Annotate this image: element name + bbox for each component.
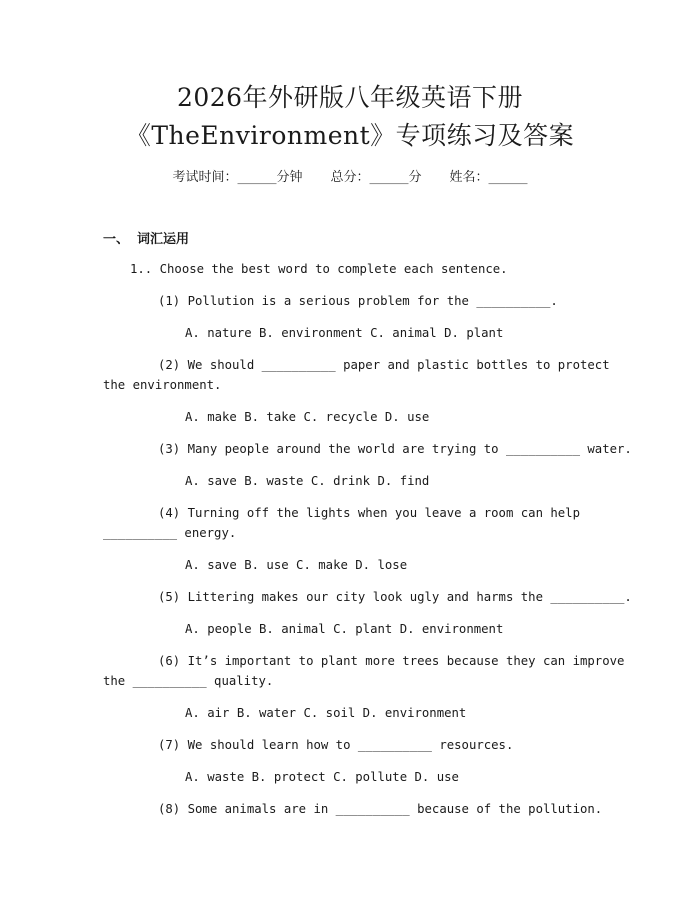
section-heading: [103, 230, 189, 250]
question-options: A. air B. water C. soil D. environment: [185, 706, 467, 720]
document-title-line-2: 《TheEnvironment》专项练习及答案: [125, 121, 575, 150]
question-options: A. make B. take C. recycle D. use: [185, 410, 430, 424]
document-title-line-1: 2026年外研版八年级英语下册: [176, 83, 524, 112]
question-options: A. save B. waste C. drink D. find: [185, 474, 430, 488]
question-stem-continuation: the __________ quality.: [103, 674, 274, 688]
question-options: A. nature B. environment C. animal D. plant: [185, 326, 504, 340]
question-stem-continuation: __________ energy.: [103, 526, 237, 540]
question-stem: (4) Turning off the lights when you leave a room can help: [158, 506, 580, 520]
question-stem: (5) Littering makes our city look ugly and harms the __________.: [158, 590, 632, 604]
question-options: A. people B. animal C. plant D. environment: [185, 622, 504, 636]
instruction-text: 1.. Choose the best word to complete each sentence.: [130, 262, 508, 276]
question-stem: (7) We should learn how to __________ resources.: [158, 738, 514, 752]
question-stem: (1) Pollution is a serious problem for the __________.: [158, 294, 558, 308]
question-options: A. waste B. protect C. pollute D. use: [185, 770, 459, 784]
section-number: 一、: [103, 232, 130, 247]
exam-score-field: 总分：______分: [330, 170, 422, 185]
question-options: A. save B. use C. make D. lose: [185, 558, 408, 572]
exam-meta: [0, 168, 700, 188]
section-title: 词汇运用: [137, 232, 190, 247]
question-stem: (6) It’s important to plant more trees because they can improve: [158, 654, 625, 668]
student-name-field: 姓名：______: [449, 170, 528, 185]
question-stem-continuation: the environment.: [103, 378, 222, 392]
question-stem: (2) We should __________ paper and plastic bottles to protect: [158, 358, 610, 372]
exam-time-field: 考试时间：______分钟: [172, 170, 303, 185]
question-stem: (3) Many people around the world are trying to __________ water.: [158, 442, 632, 456]
question-stem: (8) Some animals are in __________ because of the pollution.: [158, 802, 603, 816]
